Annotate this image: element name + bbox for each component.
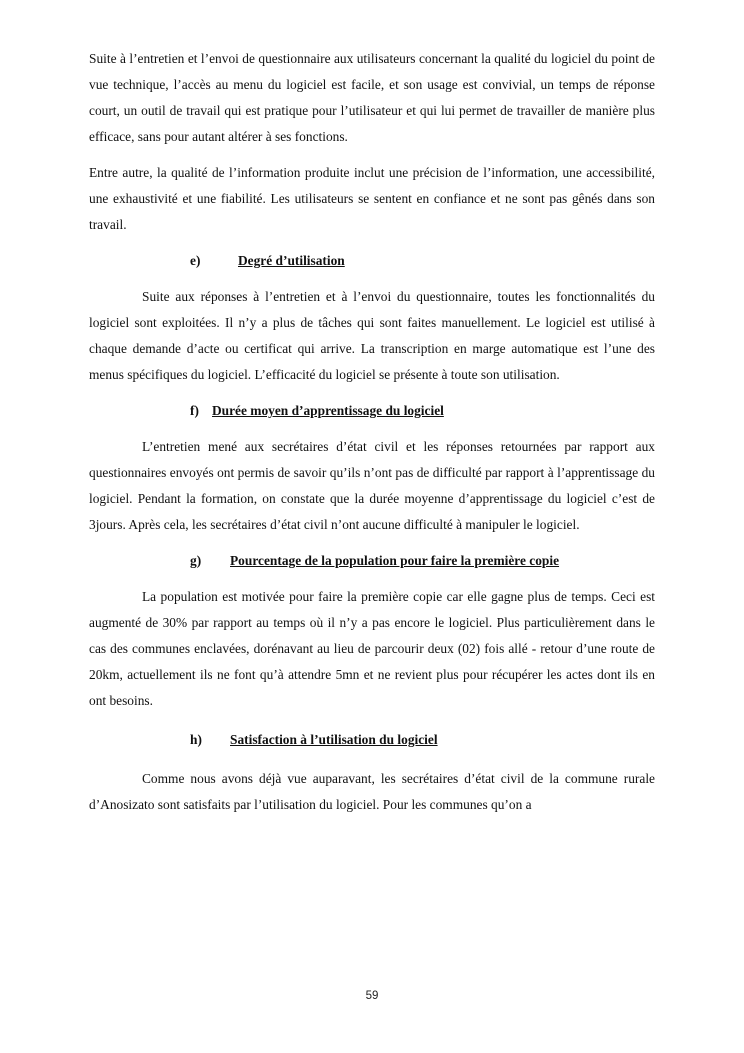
page-content <box>89 46 655 818</box>
spacer <box>89 150 655 160</box>
spacer <box>89 538 655 548</box>
paragraph-population-percentage: La population est motivée pour faire la première copie car elle gagne plus de temps. Ceci est augmenté de 30% par rapport au temps où il n’y a pas encore le logiciel. Plus particulièrement dans le cas des communes enclavées, dorénavant au lieu de parcourir deux (02) fois allé - retour d’une route de 20km, actuellement ils ne font qu’à attendre 5mn et ne revient plus pour récupérer les actes dont ils en ont besoins. <box>89 589 655 708</box>
spacer <box>89 714 655 727</box>
section-heading-f <box>89 398 655 424</box>
spacer <box>89 574 655 584</box>
spacer <box>89 238 655 248</box>
page-number: 59 <box>365 990 379 1002</box>
section-letter: e) <box>190 253 201 268</box>
section-heading-e <box>89 248 655 274</box>
section-title: Satisfaction à l’utilisation du logiciel <box>230 732 438 747</box>
paragraph-learning-duration: L’entretien mené aux secrétaires d’état civil et les réponses retournées par rapport aux questionnaires envoyés ont permis de savoir qu’ils n’ont pas de difficulté par rapport à l’apprentissage du logiciel. Pendant la formation, on constate que la durée moyenne d’apprentissage du logiciel c’est de 3jours. Après cela, les secrétaires d’état civil n’ont aucune difficulté à manipuler le logiciel. <box>89 439 655 532</box>
paragraph-information-quality: Entre autre, la qualité de l’information produite inclut une précision de l’information, une accessibilité, une exhaustivité et une fiabilité. Les utilisateurs se sentent en confiance et ne sont pas gênés dans son travail. <box>89 165 655 232</box>
section-letter: h) <box>190 732 202 747</box>
section-heading-g <box>89 548 655 574</box>
section-title: Pourcentage de la population pour faire la première copie <box>230 553 560 568</box>
spacer <box>89 424 655 434</box>
spacer <box>89 274 655 284</box>
spacer <box>89 753 655 766</box>
paragraph-usage-degree: Suite aux réponses à l’entretien et à l’envoi du questionnaire, toutes les fonctionnalités du logiciel sont exploitées. Il n’y a plus de tâches qui sont faites manuellement. Le logiciel est utilisé à chaque demande d’acte ou certificat qui arrive. La transcription en marge automatique est l’une des menus spécifiques du logiciel. L’efficacité du logiciel se présente à toute son utilisation. <box>89 289 655 382</box>
section-letter: g) <box>190 553 202 568</box>
section-title: Degré d’utilisation <box>238 253 345 268</box>
section-title: Durée moyen d’apprentissage du logiciel <box>212 403 444 418</box>
section-heading-h <box>89 727 655 753</box>
paragraph-software-technical-quality: Suite à l’entretien et l’envoi de questionnaire aux utilisateurs concernant la qualité du logiciel du point de vue technique, l’accès au menu du logiciel est facile, et son usage est convivial, un temps de réponse court, un outil de travail qui est pratique pour l’utilisateur et qui lui permet de travailler de manière plus efficace, sans pour autant altérer à ses fonctions. <box>89 51 655 144</box>
spacer <box>89 388 655 398</box>
paragraph-satisfaction: Comme nous avons déjà vue auparavant, les secrétaires d’état civil de la commune rurale d’Anosizato sont satisfaits par l’utilisation du logiciel. Pour les communes qu’on a <box>89 771 655 812</box>
section-letter: f) <box>190 403 199 418</box>
